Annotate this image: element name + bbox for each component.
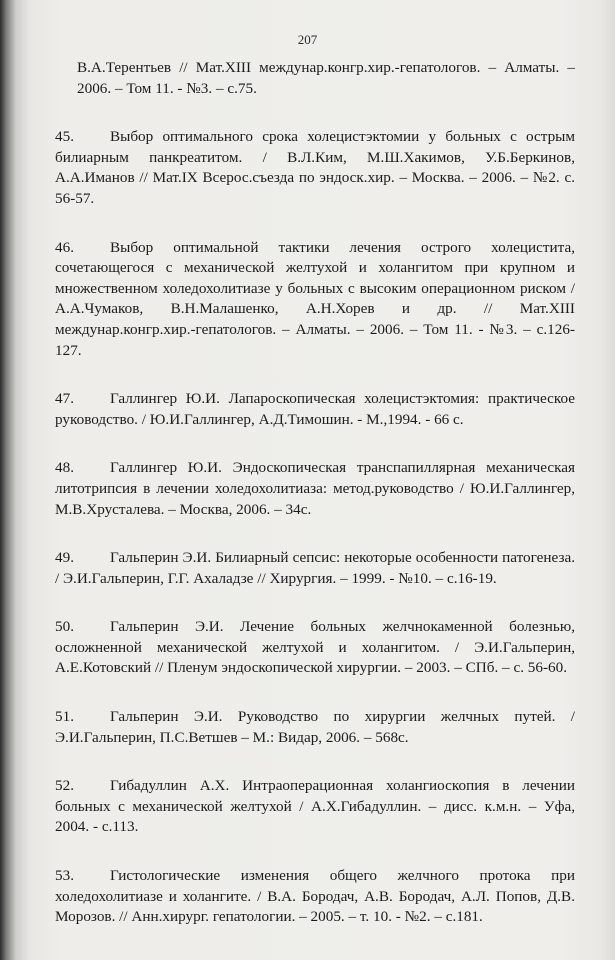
reference-item [55, 776, 575, 838]
reference-number: 50. [55, 618, 74, 636]
reference-text: Гибадуллин А.Х. Интраоперационная холангиоскопия в лечении больных с механической желтухой / А.Х.Гибадуллин. – дисс. к.м.н. – Уфа, 2004. - с.113. [55, 777, 575, 836]
reference-item [55, 127, 575, 209]
reference-number: 47. [55, 390, 74, 408]
reference-text: Гальперин Э.И. Билиарный сепсис: некоторые особенности патогенеза. / Э.И.Гальперин, Г.Г. Ахаладзе // Хирургия. – 1999. - №10. – с.16-19. [55, 549, 575, 587]
reference-text: Гальперин Э.И. Руководство по хирургии желчных путей. / Э.И.Гальперин, П.С.Ветшев – М.: Видар, 2006. – 568с. [55, 708, 575, 746]
reference-number: 51. [55, 708, 74, 726]
reference-text: Выбор оптимального срока холецистэктомии у больных с острым билиарным панкреатитом. / В.Л.Ким, М.Ш.Хакимов, У.Б.Беркинов, А.А.Иманов // Мат.IX Всерос.съезда по эндоск.хир. – Москва. – 2006. – №2. с. 56-57. [55, 128, 575, 207]
reference-item [55, 548, 575, 589]
page-number: 207 [297, 32, 318, 47]
reference-text: Галлингер Ю.И. Лапароскопическая холецистэктомия: практическое руководство. / Ю.И.Галлингер, А.Д.Тимошин. - М.,1994. - 66 с. [55, 390, 575, 428]
reference-number: 49. [55, 549, 74, 567]
reference-item [55, 458, 575, 520]
reference-continuation: В.А.Терентьев // Мат.XIII междунар.конгр.хир.-гепатологов. – Алматы. – 2006. – Том 11. - №3. – с.75. [77, 59, 575, 97]
reference-text: Галлингер Ю.И. Эндоскопическая транспапиллярная механическая литотрипсия в лечении холедохолитиаза: метод.руководство / Ю.И.Галлингер, М.В.Хрусталева. – Москва, 2006. – 34с. [55, 459, 575, 518]
reference-item [55, 389, 575, 430]
reference-item [55, 617, 575, 679]
reference-number: 52. [55, 777, 74, 795]
reference-number: 46. [55, 238, 74, 256]
reference-item [55, 238, 575, 362]
reference-text: Гальперин Э.И. Лечение больных желчнокаменной болезнью, осложненной механической желтухой и холангитом. / Э.И.Гальперин, А.Е.Котовский // Пленум эндоскопической хирургии. – 2003. – СПб. – с. 56-60. [55, 618, 575, 677]
reference-text: Гистологические изменения общего желчного протока при холедохолитиазе и холангите. / В.А. Бородач, А.В. Бородач, А.Л. Попов, Д.В. Морозов. // Анн.хирург. гепатологии. – 2005. – т. 10. - №2. – с.181. [55, 867, 575, 926]
reference-number: 45. [55, 128, 74, 146]
reference-number: 53. [55, 867, 74, 885]
reference-item [55, 866, 575, 928]
reference-list [55, 58, 575, 956]
reference-number: 48. [55, 459, 74, 477]
reference-item [55, 707, 575, 748]
reference-text: Выбор оптимальной тактики лечения острого холецистита, сочетающегося с механической желтухой и холангитом при крупном и множественном холедохолитиазе у больных с высоким операционном риском / А.А.Чумаков, В.Н.Малашенко, А.Н.Хорев и др. // Мат.XIII междунар.конгр.хир.-гепатологов. – Алматы. – 2006. – Том 11. - №3. – с.126-127. [55, 238, 575, 359]
